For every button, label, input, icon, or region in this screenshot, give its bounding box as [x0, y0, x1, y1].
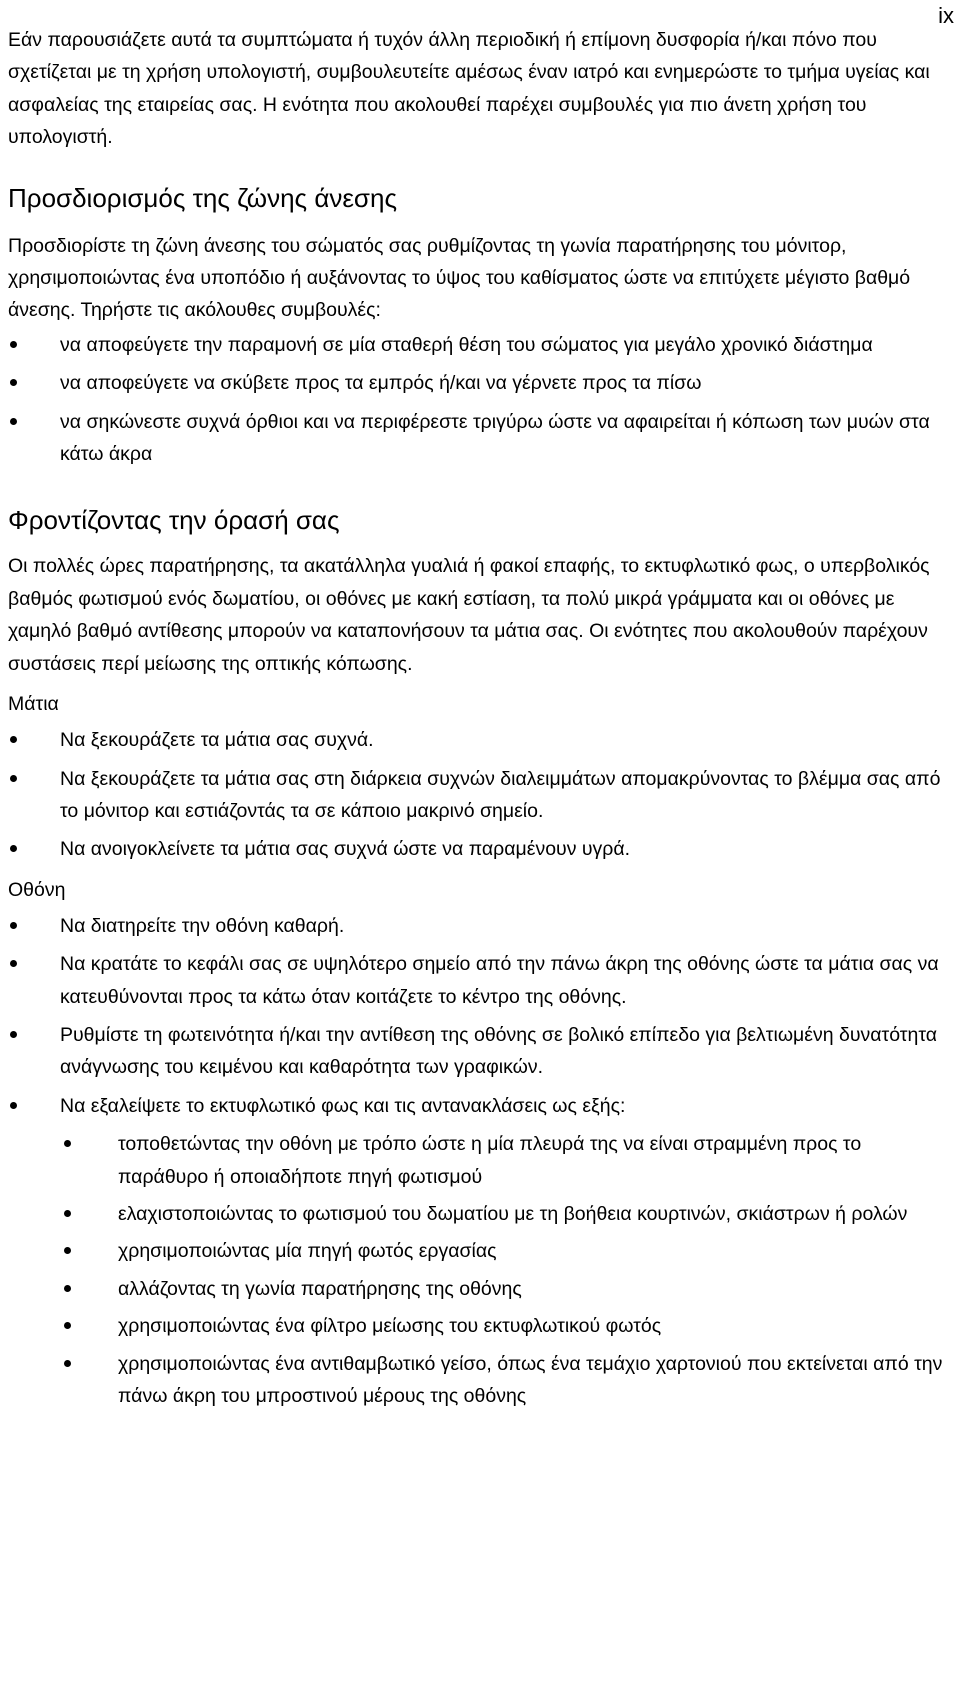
- list-item-text: Ρυθμίστε τη φωτεινότητα ή/και την αντίθεση της οθόνης σε βολικό επίπεδο για βελτιωμένη δυνατότητα ανάγνωσης του κειμένου και καθαρότητα των γραφικών.: [60, 1023, 938, 1079]
- list-item: [8, 1019, 948, 1084]
- list-item: [8, 948, 948, 1013]
- bullet-icon: [10, 922, 17, 929]
- list-item: [8, 833, 948, 865]
- list-item-text: να αποφεύγετε να σκύβετε προς τα εμπρός ή/και να γέρνετε προς τα πίσω: [60, 372, 702, 395]
- list-item: [8, 763, 948, 828]
- bullet-icon: [10, 736, 17, 743]
- list-item: [60, 1273, 948, 1305]
- vision-heading: Φροντίζοντας την όρασή σας: [8, 505, 340, 536]
- bullet-icon: [10, 379, 17, 386]
- screen-tips-list: [8, 910, 948, 1122]
- vision-paragraph: Οι πολλές ώρες παρατήρησης, τα ακατάλληλα γυαλιά ή φακοί επαφής, το εκτυφλωτικό φως, ο υπερβολικός βαθμός φωτισμού ενός δωματίου, οι οθόνες με κακή εστίαση, τα πολύ μικρά γράμματα και οι οθόνες με χαμηλό βαθμό αντίθεσης μπορούν να καταπονήσουν τα μάτια σας. Οι ενότητες που ακολουθούν παρέχουν συστάσεις περί μείωσης της οπτικής κόπωσης.: [8, 555, 930, 675]
- bullet-icon: [10, 341, 17, 348]
- list-item: [8, 1090, 948, 1122]
- bullet-icon: [64, 1210, 71, 1217]
- list-item-text: ελαχιστοποιώντας το φωτισμού του δωματίου με τη βοήθεια κουρτινών, σκιάστρων ή ρολών: [118, 1202, 908, 1225]
- bullet-icon: [10, 1102, 17, 1109]
- list-item: [8, 910, 948, 942]
- page-number: ix: [938, 3, 954, 28]
- bullet-icon: [10, 418, 17, 425]
- eyes-subheading: Μάτια: [8, 693, 59, 716]
- bullet-icon: [10, 960, 17, 967]
- glare-tips-list: [8, 1128, 948, 1412]
- list-item-text: τοποθετώντας την οθόνη με τρόπο ώστε η μία πλευρά της να είναι στραμμένη προς το παράθυρο ή οποιαδήποτε πηγή φωτισμού: [118, 1133, 862, 1188]
- list-item-text: αλλάζοντας τη γωνία παρατήρησης της οθόνης: [118, 1277, 522, 1300]
- comfort-tips-list: [8, 329, 948, 471]
- list-item: [60, 1198, 948, 1230]
- list-item-text: Να ξεκουράζετε τα μάτια σας στη διάρκεια συχνών διαλειμμάτων απομακρύνοντας το βλέμμα σας από το μόνιτορ και εστιάζοντάς τα σε κάποιο μακρινό σημείο.: [60, 767, 941, 822]
- list-item-text: Να διατηρείτε την οθόνη καθαρή.: [60, 914, 345, 937]
- list-item-text: χρησιμοποιώντας ένα φίλτρο μείωσης του εκτυφλωτικού φωτός: [118, 1315, 662, 1338]
- list-item: [8, 367, 948, 399]
- screen-subheading: Οθόνη: [8, 878, 66, 901]
- comfort-zone-paragraph: Προσδιορίστε τη ζώνη άνεσης του σώματός σας ρυθμίζοντας τη γωνία παρατήρησης του μόνιτορ, χρησιμοποιώντας ένα υποπόδιο ή αυξάνοντας το ύψος του καθίσματος ώστε να επιτύχετε μέγιστο βαθμό άνεσης. Τηρήστε τις ακόλουθες συμβουλές:: [8, 234, 911, 322]
- list-item: [8, 329, 948, 361]
- list-item-text: να σηκώνεστε συχνά όρθιοι και να περιφέρεστε τριγύρω ώστε να αφαιρείται ή κόπωση των μυών στα κάτω άκρα: [60, 410, 930, 466]
- intro-paragraph: Εάν παρουσιάζετε αυτά τα συμπτώματα ή τυχόν άλλη περιοδική ή επίμονη δυσφορία ή/και πόνο που σχετίζεται με τη χρήση υπολογιστή, συμβουλευτείτε αμέσως έναν ιατρό και ενημερώστε το τμήμα υγείας και ασφαλείας της εταιρείας σας. Η ενότητα που ακολουθεί παρέχει συμβουλές για πιο άνετη χρήση του υπολογιστή.: [8, 29, 930, 149]
- bullet-icon: [10, 1031, 17, 1038]
- bullet-icon: [64, 1140, 71, 1147]
- bullet-icon: [10, 775, 17, 782]
- list-item: [8, 724, 948, 756]
- bullet-icon: [64, 1285, 71, 1292]
- bullet-icon: [64, 1247, 71, 1254]
- eyes-tips-list: [8, 724, 948, 866]
- list-item-text: χρησιμοποιώντας ένα αντιθαμβωτικό γείσο, όπως ένα τεμάχιο χαρτονιού που εκτείνεται από την πάνω άκρη του μπροστινού μέρους της οθόνης: [118, 1352, 943, 1407]
- list-item-text: Να ξεκουράζετε τα μάτια σας συχνά.: [60, 729, 374, 752]
- comfort-zone-heading: Προσδιορισμός της ζώνης άνεσης: [8, 182, 397, 213]
- bullet-icon: [64, 1360, 71, 1367]
- list-item-text: χρησιμοποιώντας μία πηγή φωτός εργασίας: [118, 1240, 497, 1263]
- list-item: [8, 406, 948, 471]
- list-item-text: Να ανοιγοκλείνετε τα μάτια σας συχνά ώστε να παραμένουν υγρά.: [60, 838, 631, 861]
- bullet-icon: [10, 845, 17, 852]
- list-item: [60, 1235, 948, 1267]
- list-item-text: να αποφεύγετε την παραμονή σε μία σταθερή θέση του σώματος για μεγάλο χρονικό διάστημα: [60, 333, 873, 356]
- list-item: [60, 1348, 948, 1413]
- bullet-icon: [64, 1322, 71, 1329]
- list-item: [60, 1128, 948, 1193]
- list-item-text: Να κρατάτε το κεφάλι σας σε υψηλότερο σημείο από την πάνω άκρη της οθόνης ώστε τα μάτια σας να κατευθύνονται προς τα κάτω όταν κοιτάζετε το κέντρο της οθόνης.: [60, 953, 939, 1008]
- page-content: [8, 24, 948, 1417]
- list-item-text: Να εξαλείψετε το εκτυφλωτικό φως και τις αντανακλάσεις ως εξής:: [60, 1094, 626, 1117]
- list-item: [60, 1310, 948, 1342]
